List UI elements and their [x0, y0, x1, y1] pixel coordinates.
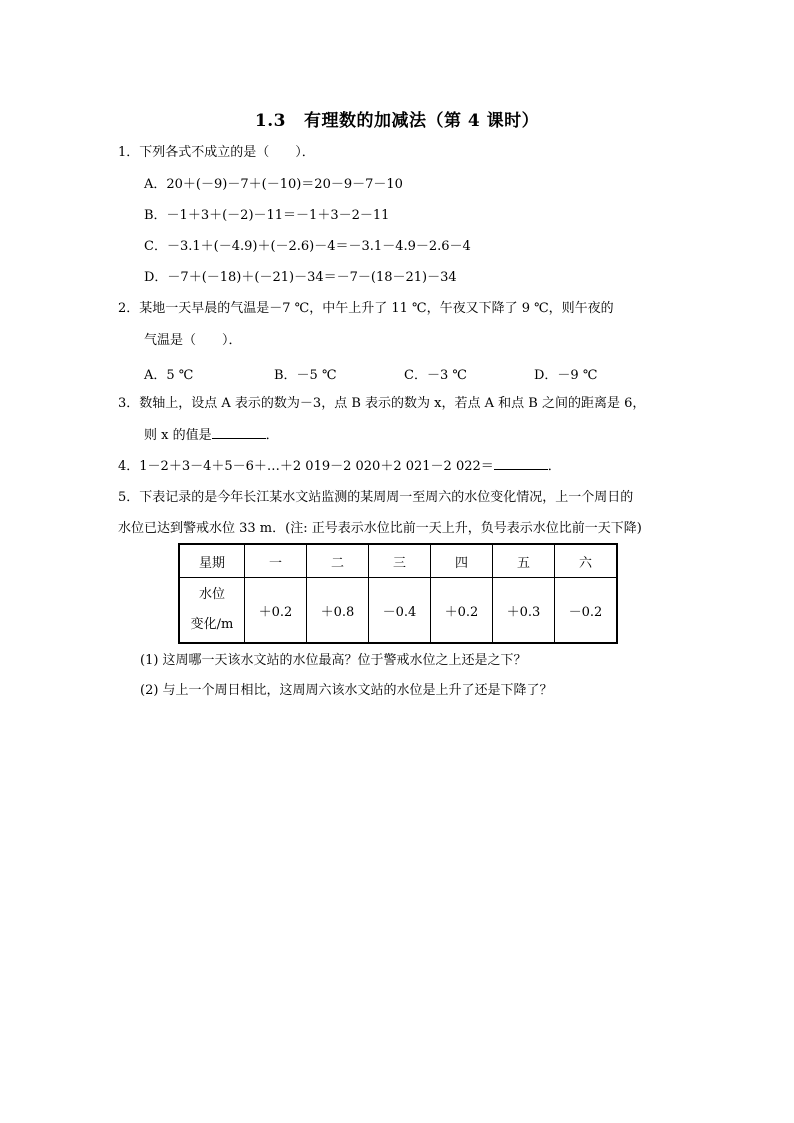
q3-line2-prefix: 则 x 的值是: [144, 428, 212, 443]
table-day-5: 五: [493, 544, 555, 578]
q4-suffix: ．: [547, 459, 561, 474]
q1-option-a: A．20＋(－9)－7＋(－10)＝20－9－7－10: [144, 177, 403, 192]
q3-line1: 3．数轴上，设点 A 表示的数为－3，点 B 表示的数为 x，若点 A 和点 B 之间的距离是 6，: [118, 396, 646, 411]
table-cell: ＋0.3: [493, 578, 555, 644]
q2-options: [144, 364, 664, 383]
q5-sub1: (1) 这周哪一天该水文站的水位最高？位于警戒水位之上还是之下？: [140, 653, 527, 668]
q4-prefix: 4．1－2＋3－4＋5－6＋…＋2 019－2 020＋2 021－2 022＝: [118, 459, 494, 474]
q5-line1: 5．下表记录的是今年长江某水文站监测的某周周一至周六的水位变化情况，上一个周日的: [118, 490, 634, 505]
table-header-label: 星期: [179, 544, 245, 578]
table-day-6: 六: [555, 544, 618, 578]
q2-option-c: C．－3 ℃: [404, 368, 467, 383]
q4-answer-blank[interactable]: [494, 457, 548, 470]
q4-line: [118, 457, 561, 476]
q5-sub2: (2) 与上一个周日相比，这周周六该水文站的水位是上升了还是下降了？: [140, 683, 553, 698]
q2-option-d: D．－9 ℃: [534, 368, 598, 383]
q2-stem-line2: 气温是（ ）．: [144, 333, 242, 348]
q3-line2-suffix: ．: [265, 428, 279, 443]
q1-option-d: D．－7＋(－18)＋(－21)－34＝－7－(18－21)－34: [144, 270, 457, 285]
table-row: [179, 578, 617, 644]
q5-line2: 水位已达到警戒水位 33 m．(注: 正号表示水位比前一天上升，负号表示水位比前一天下降): [118, 521, 642, 536]
table-cell: －0.2: [555, 578, 618, 644]
table-header-row: [179, 544, 617, 578]
q3-line2: [144, 426, 279, 445]
table-cell: ＋0.2: [431, 578, 493, 644]
table-cell: －0.4: [369, 578, 431, 644]
section-title: 有理数的加减法（第 4 课时）: [303, 111, 540, 131]
table-day-1: 一: [245, 544, 307, 578]
table-row-label-line1: 水位: [198, 587, 225, 602]
table-day-2: 二: [307, 544, 369, 578]
q1-option-b: B．－1＋3＋(－2)－11＝－1＋3－2－11: [144, 208, 390, 223]
q2-option-a: A．5 ℃: [144, 368, 194, 383]
water-level-table: [178, 543, 618, 644]
page-title: [0, 106, 794, 131]
table-day-4: 四: [431, 544, 493, 578]
table-day-3: 三: [369, 544, 431, 578]
table-row-label: [179, 578, 245, 644]
q3-answer-blank[interactable]: [212, 426, 266, 439]
table-cell: ＋0.8: [307, 578, 369, 644]
table-row-label-line2: 变化/m: [190, 617, 234, 632]
section-number: 1.3: [254, 111, 286, 131]
q1-option-c: C．－3.1＋(－4.9)＋(－2.6)－4＝－3.1－4.9－2.6－4: [144, 239, 471, 254]
table-cell: ＋0.2: [245, 578, 307, 644]
q2-option-b: B．－5 ℃: [274, 368, 337, 383]
q1-stem: 1．下列各式不成立的是（ ）．: [118, 145, 315, 160]
q2-stem-line1: 2．某地一天早晨的气温是－7 ℃，中午上升了 11 ℃，午夜又下降了 9 ℃，则午夜的: [118, 301, 614, 316]
